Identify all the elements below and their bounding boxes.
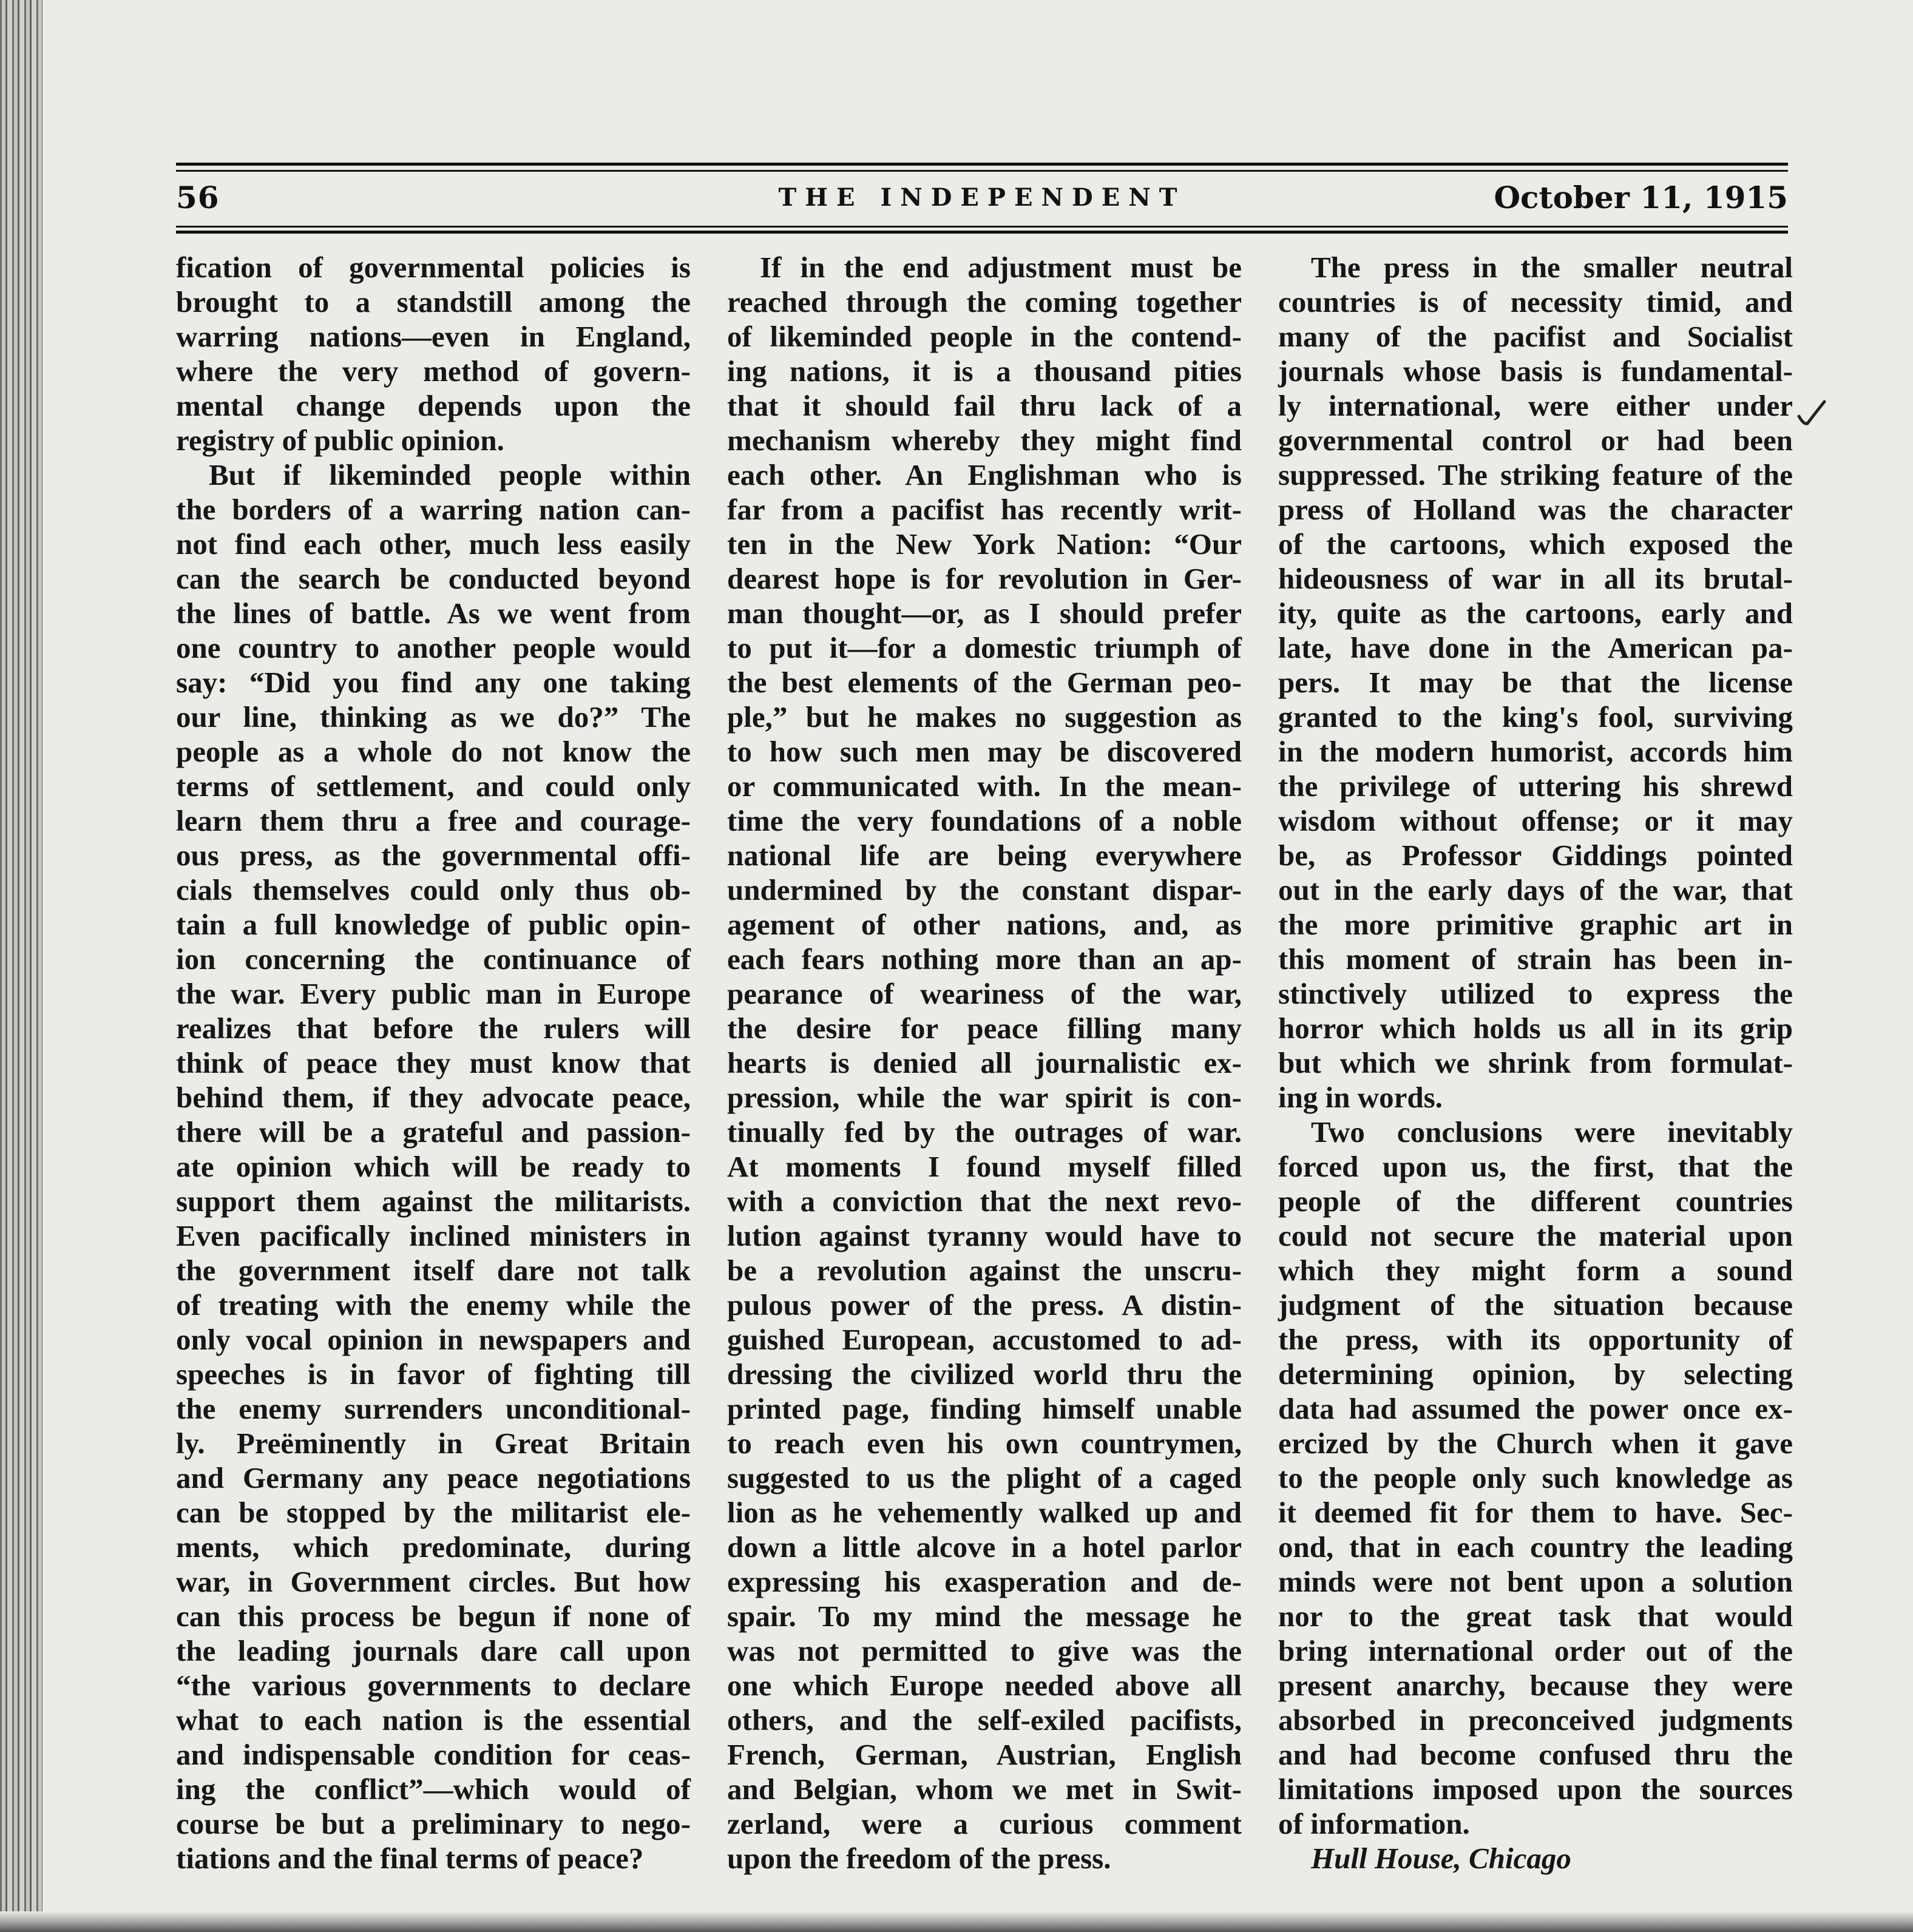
text-line: late, have done in the American pa- [1278, 631, 1793, 664]
text-line: can be stopped by the militarist ele- [176, 1496, 691, 1529]
article-columns [176, 250, 1794, 1876]
text-line: support them against the militarists. [176, 1184, 691, 1218]
text-line: fication of governmental policies is [176, 251, 691, 284]
text-line: guished European, accustomed to ad- [727, 1323, 1242, 1356]
text-line: with a conviction that the next revo- [727, 1184, 1242, 1218]
text-line: the press, with its opportunity of [1278, 1323, 1793, 1356]
text-line: printed page, finding himself unable [727, 1392, 1242, 1425]
text-line: lion as he vehemently walked up and [727, 1496, 1242, 1529]
author-location-signature: Hull House, Chicago [1311, 1842, 1571, 1875]
text-line: of the cartoons, which exposed the [1278, 527, 1793, 561]
text-line: each other. An Englishman who is [727, 458, 1242, 491]
text-line: ing in words. [1278, 1081, 1443, 1114]
text-line: terms of settlement, and could only [176, 769, 691, 803]
text-line: behind them, if they advocate peace, [176, 1081, 691, 1114]
text-line: can the search be conducted beyond [176, 562, 691, 595]
text-line: ing nations, it is a thousand pities [727, 354, 1242, 388]
text-line: out in the early days of the war, that [1278, 873, 1793, 907]
text-line: the more primitive graphic art in [1278, 908, 1793, 941]
text-line: think of peace they must know that [176, 1046, 691, 1079]
text-line: the leading journals dare call upon [176, 1634, 691, 1667]
text-line: journals whose basis is fundamental- [1278, 354, 1793, 388]
text-line: can this process be begun if none of [176, 1599, 691, 1633]
text-line: ion concerning the continuance of [176, 942, 691, 976]
column-3 [1278, 250, 1793, 1876]
text-line: war, in Government circles. But how [176, 1565, 691, 1598]
text-line: national life are being everywhere [727, 839, 1242, 872]
text-line: reached through the coming together [727, 285, 1242, 319]
text-line: “the various governments to declare [176, 1669, 691, 1702]
text-line: The press in the smaller neutral [1311, 251, 1793, 284]
text-line: present anarchy, because they were [1278, 1669, 1793, 1702]
text-line: ple,” but he makes no suggestion as [727, 700, 1242, 734]
text-line: tain a full knowledge of public opin- [176, 908, 691, 941]
text-line: ity, quite as the cartoons, early and [1278, 596, 1793, 630]
text-line: where the very method of govern- [176, 354, 691, 388]
text-line: pulous power of the press. A distin- [727, 1288, 1242, 1322]
text-line: ly. Preëminently in Great Britain [176, 1427, 691, 1460]
text-line: mental change depends upon the [176, 389, 691, 422]
text-line: press of Holland was the character [1278, 493, 1793, 526]
text-line: the borders of a warring nation can- [176, 493, 691, 526]
text-line: and had become confused thru the [1278, 1738, 1793, 1771]
text-line: down a little alcove in a hotel parlor [727, 1530, 1242, 1564]
text-line: ten in the New York Nation: “Our [727, 527, 1242, 561]
text-line: many of the pacifist and Socialist [1278, 320, 1793, 353]
text-line: pearance of weariness of the war, [727, 977, 1242, 1010]
header-rule-top [176, 163, 1788, 166]
text-line: there will be a grateful and passion- [176, 1115, 691, 1149]
text-line: course be but a preliminary to nego- [176, 1807, 691, 1840]
text-line: upon the freedom of the press. [727, 1842, 1111, 1875]
text-line: speeches is in favor of fighting till [176, 1357, 691, 1391]
text-line: mechanism whereby they might find [727, 424, 1242, 457]
text-line: French, German, Austrian, English [727, 1738, 1242, 1771]
text-line: the desire for peace filling many [727, 1012, 1242, 1045]
text-line: of information. [1278, 1807, 1470, 1840]
text-line: the war. Every public man in Europe [176, 977, 691, 1010]
text-line: of likeminded people in the contend- [727, 320, 1242, 353]
text-line: ate opinion which will be ready to [176, 1150, 691, 1183]
text-line: ond, that in each country the leading [1278, 1530, 1793, 1564]
text-line: dearest hope is for revolution in Ger- [727, 562, 1242, 595]
text-line: hideousness of war in all its brutal- [1278, 562, 1793, 595]
text-line: ous press, as the governmental offi- [176, 839, 691, 872]
text-line: ly international, were either under [1278, 389, 1793, 422]
text-line: could not secure the material upon [1278, 1219, 1793, 1252]
header-rule-top-thin [176, 170, 1788, 172]
text-line: forced upon us, the first, that the [1278, 1150, 1793, 1183]
text-line: If in the end adjustment must be [760, 251, 1242, 284]
pencil-check-mark-icon [1796, 398, 1827, 428]
text-line: At moments I found myself filled [727, 1150, 1242, 1183]
text-line: governmental control or had been [1278, 424, 1793, 457]
text-line: people as a whole do not know the [176, 735, 691, 768]
text-line: dressing the civilized world thru the [727, 1357, 1242, 1391]
text-line: to the people only such knowledge as [1278, 1461, 1793, 1495]
text-line: brought to a standstill among the [176, 285, 691, 319]
text-line: this moment of strain has been in- [1278, 942, 1793, 976]
text-line: the enemy surrenders unconditional- [176, 1392, 691, 1425]
text-line: hearts is denied all journalistic ex- [727, 1046, 1242, 1079]
text-line: lution against tyranny would have to [727, 1219, 1242, 1252]
column-2 [727, 250, 1242, 1876]
text-line: that it should fail thru lack of a [727, 389, 1242, 422]
text-line: realizes that before the rulers will [176, 1012, 691, 1045]
text-line: undermined by the constant dispar- [727, 873, 1242, 907]
text-line: zerland, were a curious comment [727, 1807, 1242, 1840]
text-line: man thought—or, as I should prefer [727, 596, 1242, 630]
text-line: people of the different countries [1278, 1184, 1793, 1218]
text-line: in the modern humorist, accords him [1278, 735, 1793, 768]
page-bottom-edge [0, 1911, 1913, 1932]
text-line: one country to another people would [176, 631, 691, 664]
text-line: warring nations—even in England, [176, 320, 691, 353]
publication-title: THE INDEPENDENT [778, 183, 1186, 212]
text-line: tinually fed by the outrages of war. [727, 1115, 1242, 1149]
text-line: expressing his exasperation and de- [727, 1565, 1242, 1598]
text-line: to put it—for a domestic triumph of [727, 631, 1242, 664]
text-line: registry of public opinion. [176, 424, 504, 457]
text-line: But if likeminded people within [209, 458, 691, 491]
text-line: data had assumed the power once ex- [1278, 1392, 1793, 1425]
text-line: wisdom without offense; or it may [1278, 804, 1793, 837]
page-number: 56 [176, 180, 220, 215]
text-line: others, and the self-exiled pacifists, [727, 1703, 1242, 1737]
text-line: tiations and the final terms of peace? [176, 1842, 644, 1875]
binding-edge [0, 0, 42, 1932]
text-line: or communicated with. In the mean- [727, 769, 1242, 803]
text-line: determining opinion, by selecting [1278, 1357, 1793, 1391]
text-line: minds were not bent upon a solution [1278, 1565, 1793, 1598]
text-line: Two conclusions were inevitably [1311, 1115, 1793, 1149]
column-1 [176, 250, 691, 1876]
text-line: far from a pacifist has recently writ- [727, 493, 1242, 526]
text-line: be, as Professor Giddings pointed [1278, 839, 1793, 872]
text-line: ing the conflict”—which would of [176, 1772, 691, 1806]
text-line: pression, while the war spirit is con- [727, 1081, 1242, 1114]
text-line: of treating with the enemy while the [176, 1288, 691, 1322]
text-line: and indispensable condition for ceas- [176, 1738, 691, 1771]
text-line: absorbed in preconceived judgments [1278, 1703, 1793, 1737]
header-rule-bottom [176, 231, 1788, 234]
text-line: time the very foundations of a noble [727, 804, 1242, 837]
text-line: it deemed fit for them to have. Sec- [1278, 1496, 1793, 1529]
text-line: the government itself dare not talk [176, 1254, 691, 1287]
text-line: to how such men may be discovered [727, 735, 1242, 768]
text-line: the privilege of uttering his shrewd [1278, 769, 1793, 803]
text-line: the best elements of the German peo- [727, 666, 1242, 699]
text-line: suppressed. The striking feature of the [1278, 458, 1793, 491]
text-line: which they might form a sound [1278, 1254, 1793, 1287]
header-rule-bottom-thin [176, 226, 1788, 228]
text-line: bring international order out of the [1278, 1634, 1793, 1667]
text-line: limitations imposed upon the sources [1278, 1772, 1793, 1806]
text-line: Even pacifically inclined ministers in [176, 1219, 691, 1252]
text-line: what to each nation is the essential [176, 1703, 691, 1737]
issue-date: October 11, 1915 [1494, 180, 1788, 215]
text-line: stinctively utilized to express the [1278, 977, 1793, 1010]
text-line: one which Europe needed above all [727, 1669, 1242, 1702]
text-line: the lines of battle. As we went from [176, 596, 691, 630]
text-line: pers. It may be that the license [1278, 666, 1793, 699]
text-line: our line, thinking as we do?” The [176, 700, 691, 734]
text-line: and Germany any peace negotiations [176, 1461, 691, 1495]
text-line: agement of other nations, and, as [727, 908, 1242, 941]
text-line: only vocal opinion in newspapers and [176, 1323, 691, 1356]
text-line: and Belgian, whom we met in Swit- [727, 1772, 1242, 1806]
page-header [176, 180, 1788, 225]
text-line: cials themselves could only thus ob- [176, 873, 691, 907]
text-line: ercized by the Church when it gave [1278, 1427, 1793, 1460]
text-line: judgment of the situation because [1278, 1288, 1793, 1322]
text-line: be a revolution against the unscru- [727, 1254, 1242, 1287]
text-line: say: “Did you find any one taking [176, 666, 691, 699]
text-line: granted to the king's fool, surviving [1278, 700, 1793, 734]
text-line: nor to the great task that would [1278, 1599, 1793, 1633]
text-line: to reach even his own countrymen, [727, 1427, 1242, 1460]
text-line: but which we shrink from formulat- [1278, 1046, 1793, 1079]
text-line: not find each other, much less easily [176, 527, 691, 561]
text-line: spair. To my mind the message he [727, 1599, 1242, 1633]
text-line: ments, which predominate, during [176, 1530, 691, 1564]
text-line: was not permitted to give was the [727, 1634, 1242, 1667]
text-line: learn them thru a free and courage- [176, 804, 691, 837]
text-line: each fears nothing more than an ap- [727, 942, 1242, 976]
text-line: countries is of necessity timid, and [1278, 285, 1793, 319]
text-line: suggested to us the plight of a caged [727, 1461, 1242, 1495]
text-line: horror which holds us all in its grip [1278, 1012, 1793, 1045]
